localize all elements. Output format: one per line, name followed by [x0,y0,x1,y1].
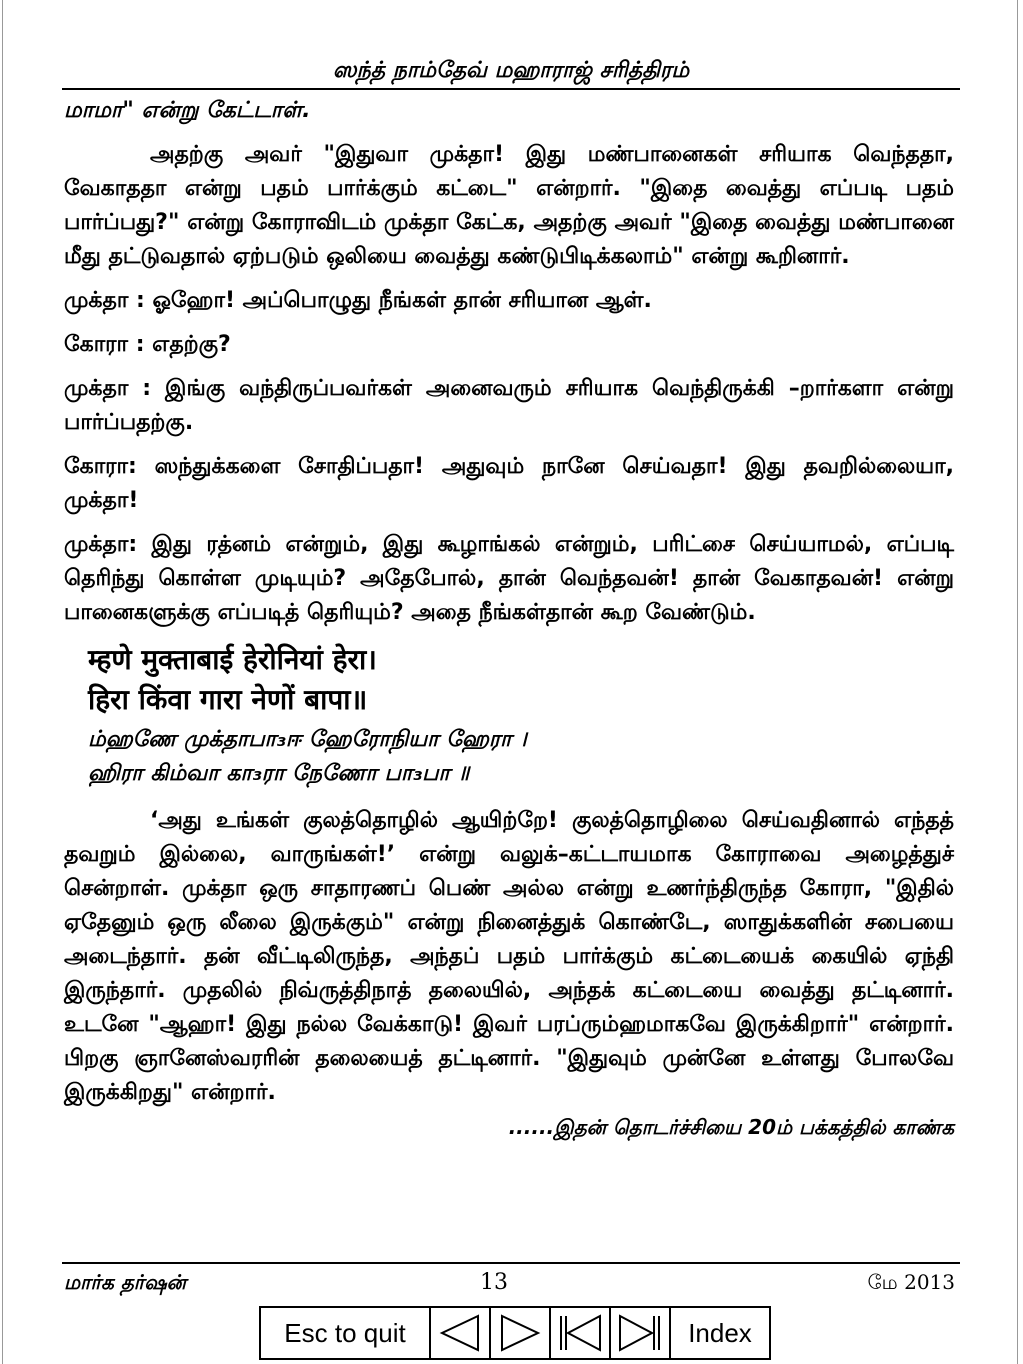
last-page-button[interactable] [611,1308,671,1358]
dialogue-line: கோரா : எதற்கு? [64,332,231,357]
dialogue-line: கோரா: ஸந்துக்களை சோதிப்பதா! அதுவும் நானே செய்வதா! இது தவறில்லையா, முக்தா! [64,454,954,513]
esc-to-quit-button[interactable] [261,1308,431,1358]
header-rule [62,88,960,90]
dialogue-line: முக்தா : இங்கு வந்திருப்பவர்கள் அனைவரும் சரியாக வெந்திருக்கி –றார்களா என்று பார்ப்பதற்கு. [64,376,954,435]
index-button[interactable] [671,1308,769,1358]
issue-date: மே 2013 [867,1270,955,1294]
previous-page-button[interactable] [431,1308,491,1358]
index-label: Index [688,1317,752,1348]
verse-tamil-line-2: ஹிரா கிம்வா கா₃ரா நேணோ பா₃பா ॥ [88,761,470,786]
skip-first-icon [556,1313,604,1353]
page-header: ஸந்த் நாம்தேவ் மஹாராஜ் சரித்திரம் [332,58,690,83]
verse-block [64,640,954,790]
paragraph: மாமா" என்று கேட்டாள். [64,98,311,123]
navigation-bar [259,1306,771,1360]
continuation-note: ......இதன் தொடர்ச்சியை 20ம் பக்கத்தில் காண்க [508,1115,954,1139]
triangle-left-icon [438,1313,482,1353]
page-content [64,94,954,1140]
magazine-name: மார்க தர்ஷன் [64,1270,187,1294]
dialogue-line: முக்தா: இது ரத்னம் என்றும், இது கூழாங்கல் என்றும், பரிட்சை செய்யாமல், எப்படி தெரிந்து கொள்ள முடியும்? அதேபோல், தான் வெந்தவன்! தான் வேகாதவன்! என்று பானைகளுக்கு எப்படித் தெரியும்? அதை நீங்கள்தான் கூற வேண்டும். [64,532,954,625]
dialogue-line: முக்தா : ஓஹோ! அப்பொழுது நீங்கள் தான் சரியான ஆள். [64,288,652,313]
verse-tamil-line-1: ம்ஹணே முக்தாபா₃ஈ ஹேரோநியா ஹேரா । [88,727,527,752]
paragraph: அதற்கு அவர் "இதுவா முக்தா! இது மண்பானைகள் சரியாக வெந்ததா, வேகாததா என்று பதம் பார்க்கும் கட்டை" என்றார். "இதை வைத்து எப்படி பதம் பார்ப்பது?" என்று கோராவிடம் முக்தா கேட்க, அதற்கு அவர் "இதை வைத்து மண்பானை மீது தட்டுவதால் ஏற்படும் ஒலியை வைத்து கண்டுபிடிக்கலாம்" என்று கூறினார். [64,142,954,269]
esc-label: Esc to quit [284,1317,406,1348]
next-page-button[interactable] [491,1308,551,1358]
footer-rule [62,1262,960,1264]
skip-last-icon [616,1313,664,1353]
first-page-button[interactable] [551,1308,611,1358]
closing-paragraph: ‘அது உங்கள் குலத்தொழில் ஆயிற்றே! குலத்தொழிலை செய்வதினால் எந்தத் தவறும் இல்லை, வாருங்கள்!’ என்று வலுக்–கட்டாயமாக கோராவை அழைத்துச் சென்றாள். முக்தா ஒரு சாதாரணப் பெண் அல்ல என்று உணர்ந்திருந்த கோரா, "இதில் ஏதேனும் ஒரு லீலை இருக்கும்" என்று நினைத்துக் கொண்டே, ஸாதுக்களின் சபையை அடைந்தார். தன் வீட்டிலிருந்த, அந்தப் பதம் பார்க்கும் கட்டையைக் கையில் ஏந்தி இருந்தார். முதலில் நிவ்ருத்திநாத் தலையில், அந்தக் கட்டையை வைத்து தட்டினார். உடனே "ஆஹா! இது நல்ல வேக்காடு! இவர் பரப்ரும்ஹமாகவே இருக்கிறார்" என்றார். பிறகு ஞானேஸ்வரரின் தலையைத் தட்டினார். "இதுவும் முன்னே உள்ளது போலவே இருக்கிறது" என்றார். [64,808,954,1105]
verse-devanagari-line-2: हिरा किंवा गारा नेणों बापा॥ [88,683,368,716]
triangle-right-icon [498,1313,542,1353]
verse-devanagari-line-1: म्हणे मुक्ताबाई हेरोनियां हेरा। [88,643,377,676]
page-number: 13 [480,1270,508,1295]
